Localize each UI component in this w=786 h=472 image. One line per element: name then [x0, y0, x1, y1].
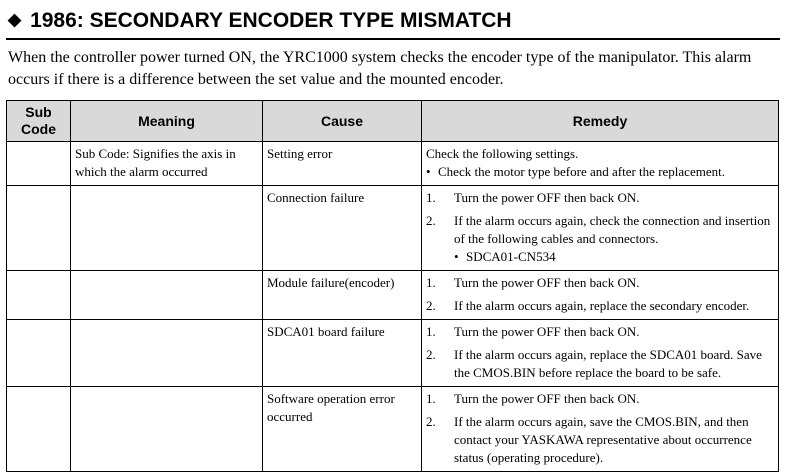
step-number: 1.	[426, 391, 436, 406]
cause-cell: Software operation error occurred	[263, 387, 422, 472]
table-row	[7, 142, 779, 186]
remedy-step	[426, 413, 774, 467]
remedy-cell	[422, 271, 779, 320]
step-text: Turn the power OFF then back ON.	[454, 275, 640, 290]
remedy-step	[426, 297, 774, 315]
remedy-cell	[422, 186, 779, 271]
step-text: Turn the power OFF then back ON.	[454, 391, 640, 406]
remedy-bullet: • Check the motor type before and after the replacement.	[426, 163, 774, 181]
header-sub-code: Sub Code	[7, 101, 71, 142]
remedy-step	[426, 390, 774, 408]
step-number: 2.	[426, 347, 436, 362]
cause-cell: Connection failure	[263, 186, 422, 271]
remedy-step	[426, 212, 774, 266]
alarm-title-text: 1986: SECONDARY ENCODER TYPE MISMATCH	[30, 9, 512, 32]
remedy-step	[426, 189, 774, 207]
remedy-cell	[422, 320, 779, 387]
remedy-bullet-list	[426, 163, 774, 181]
remedy-step	[426, 346, 774, 382]
meaning-cell	[71, 387, 263, 472]
header-cause: Cause	[263, 101, 422, 142]
header-meaning: Meaning	[71, 101, 263, 142]
remedy-step	[426, 323, 774, 341]
remedy-steps	[426, 189, 774, 266]
cause-cell: Setting error	[263, 142, 422, 186]
table-row	[7, 387, 779, 472]
step-number: 1.	[426, 324, 436, 339]
title-rule	[6, 38, 780, 40]
diamond-icon: ◆	[8, 10, 22, 29]
remedy-step	[426, 274, 774, 292]
step-text: Turn the power OFF then back ON.	[454, 190, 640, 205]
step-text: Turn the power OFF then back ON.	[454, 324, 640, 339]
table-header-row	[7, 101, 779, 142]
step-text: If the alarm occurs again, replace the SDCA01 board. Save the CMOS.BIN before replace the board to be safe.	[454, 347, 762, 380]
table-row	[7, 271, 779, 320]
alarm-title	[8, 7, 512, 35]
remedy-steps	[426, 323, 774, 382]
sub-code-cell	[7, 320, 71, 387]
table-row	[7, 320, 779, 387]
remedy-cell	[422, 387, 779, 472]
step-text: If the alarm occurs again, check the connection and insertion of the following cables and connectors.	[454, 213, 771, 246]
cause-cell: SDCA01 board failure	[263, 320, 422, 387]
meaning-cell: Sub Code: Signifies the axis in which the alarm occurred	[71, 142, 263, 186]
remedy-intro: Check the following settings.	[426, 146, 579, 161]
sub-code-cell	[7, 186, 71, 271]
step-number: 2.	[426, 298, 436, 313]
cause-cell: Module failure(encoder)	[263, 271, 422, 320]
step-text: If the alarm occurs again, save the CMOS.BIN, and then contact your YASKAWA representative about occurrence status (operating procedure).	[454, 414, 752, 465]
connector-bullet: • SDCA01-CN534	[454, 248, 774, 266]
sub-code-cell	[7, 271, 71, 320]
alarm-table	[6, 100, 779, 472]
step-number: 1.	[426, 190, 436, 205]
sub-code-cell	[7, 142, 71, 186]
remedy-steps	[426, 274, 774, 315]
step-number: 2.	[426, 414, 436, 429]
step-text: If the alarm occurs again, replace the secondary encoder.	[454, 298, 750, 313]
meaning-cell	[71, 186, 263, 271]
remedy-steps	[426, 390, 774, 467]
meaning-cell	[71, 271, 263, 320]
meaning-cell	[71, 320, 263, 387]
table-row	[7, 186, 779, 271]
step-number: 1.	[426, 275, 436, 290]
sub-code-cell	[7, 387, 71, 472]
intro-paragraph: When the controller power turned ON, the YRC1000 system checks the encoder type of the manipulator. This alarm occurs if there is a difference between the set value and the mounted encoder.	[8, 49, 752, 88]
step-number: 2.	[426, 213, 436, 228]
header-remedy: Remedy	[422, 101, 779, 142]
remedy-cell	[422, 142, 779, 186]
